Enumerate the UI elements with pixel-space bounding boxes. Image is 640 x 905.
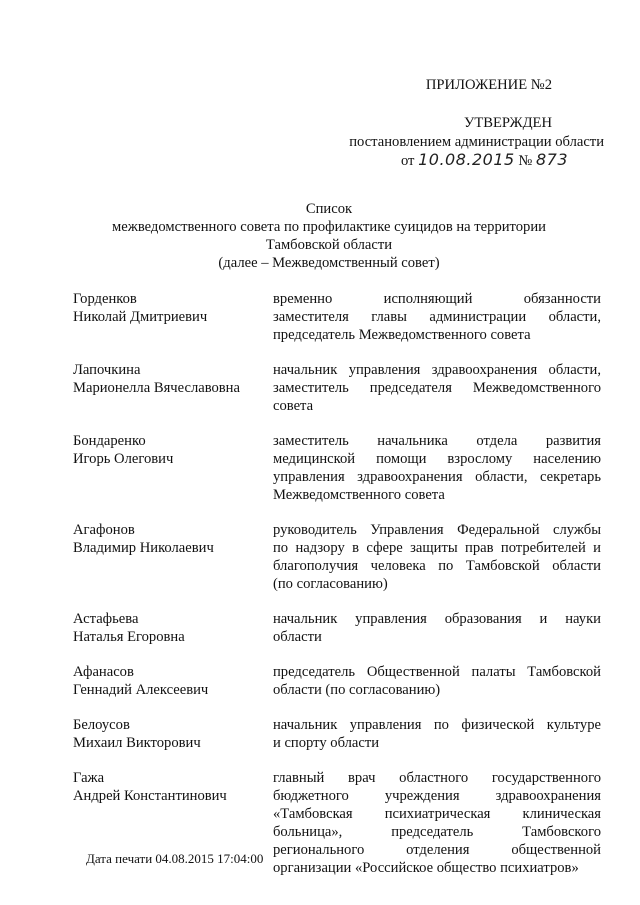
member-role — [273, 610, 601, 646]
member-role-line: бюджетного учреждения здравоохранения — [273, 788, 601, 804]
member-name — [73, 716, 273, 752]
members-list — [73, 290, 603, 894]
member-role — [273, 769, 601, 877]
member-role-line: регионального отделения общественной — [273, 842, 601, 858]
member-role — [273, 716, 601, 752]
member-role-line: организации «Российское общество психиатров» — [273, 860, 579, 876]
decree-date-line — [401, 151, 568, 170]
document-title — [90, 200, 568, 272]
member-role-line: совета — [273, 398, 314, 414]
member-role — [273, 361, 601, 415]
member-name — [73, 663, 273, 699]
member-name — [73, 521, 273, 593]
member-role-line: временно исполняющий обязанности — [273, 291, 601, 307]
member-name — [73, 290, 273, 344]
member-name — [73, 432, 273, 504]
member-role — [273, 290, 601, 344]
member-role-line: и спорту области — [273, 735, 380, 751]
member-role-line: по надзору в сфере защиты прав потребителей и — [273, 540, 601, 556]
member-role-line: начальник управления образования и науки — [273, 611, 601, 627]
member-row — [73, 716, 603, 752]
member-surname: Афанасов — [73, 664, 134, 680]
member-surname: Астафьева — [73, 611, 139, 627]
title-line-2: межведомственного совета по профилактике суицидов на территории — [112, 219, 546, 235]
member-given-name: Игорь Олегович — [73, 451, 174, 467]
member-role-line: благополучия человека по Тамбовской области — [273, 558, 601, 574]
member-role-line: начальник управления здравоохранения области, — [273, 362, 601, 378]
print-date: Дата печати 04.08.2015 17:04:00 — [86, 851, 264, 866]
member-role-line: заместителя главы администрации области, — [273, 309, 601, 325]
member-surname: Горденков — [73, 291, 137, 307]
member-role-line: председатель Межведомственного совета — [273, 327, 531, 343]
title-line-4: (далее – Межведомственный совет) — [218, 255, 440, 271]
member-surname: Лапочкина — [73, 362, 141, 378]
member-surname: Агафонов — [73, 522, 135, 538]
member-role-line: главный врач областного государственного — [273, 770, 601, 786]
member-given-name: Андрей Константинович — [73, 788, 227, 804]
member-role-line: области (по согласованию) — [273, 682, 441, 698]
member-role-line: больница», председатель Тамбовского — [273, 824, 601, 840]
member-given-name: Михаил Викторович — [73, 735, 201, 751]
member-row — [73, 521, 603, 593]
member-row — [73, 432, 603, 504]
title-line-1: Список — [305, 201, 353, 217]
handwritten-date: 10.08.2015 — [418, 150, 515, 169]
handwritten-number: 873 — [535, 150, 568, 169]
member-role-line: заместитель начальника отдела развития — [273, 433, 601, 449]
member-role-line: управления здравоохранения области, секретарь — [273, 469, 601, 485]
member-role-line: области — [273, 629, 322, 645]
member-role-line: медицинской помощи взрослому населению — [273, 451, 601, 467]
member-role-line: председатель Общественной палаты Тамбовской — [273, 664, 601, 680]
member-given-name: Геннадий Алексеевич — [73, 682, 209, 698]
member-role-line: «Тамбовская психиатрическая клиническая — [273, 806, 601, 822]
date-prefix: от — [400, 153, 415, 169]
member-given-name: Владимир Николаевич — [73, 540, 214, 556]
member-given-name: Марионелла Вячеславовна — [73, 380, 240, 396]
decree-line: постановлением администрации области — [349, 134, 604, 150]
number-sign: № — [518, 153, 533, 169]
member-role — [273, 432, 601, 504]
member-surname: Гажа — [73, 770, 105, 786]
member-row — [73, 663, 603, 699]
member-row — [73, 361, 603, 415]
approved-label: УТВЕРЖДЕН — [464, 115, 552, 131]
member-given-name: Николай Дмитриевич — [73, 309, 208, 325]
member-surname: Белоусов — [73, 717, 130, 733]
member-role-line: начальник управления по физической культуре — [273, 717, 601, 733]
member-role-line: Межведомственного совета — [273, 487, 445, 503]
title-line-3: Тамбовской области — [265, 237, 393, 253]
member-role-line: заместитель председателя Межведомственного — [273, 380, 601, 396]
member-role-line: (по согласованию) — [273, 576, 388, 592]
member-name — [73, 361, 273, 415]
member-name — [73, 610, 273, 646]
member-given-name: Наталья Егоровна — [73, 629, 185, 645]
member-role — [273, 521, 601, 593]
member-row — [73, 610, 603, 646]
member-role-line: руководитель Управления Федеральной службы — [273, 522, 601, 538]
member-role — [273, 663, 601, 699]
member-surname: Бондаренко — [73, 433, 146, 449]
member-row — [73, 290, 603, 344]
appendix-label: ПРИЛОЖЕНИЕ №2 — [425, 77, 552, 93]
